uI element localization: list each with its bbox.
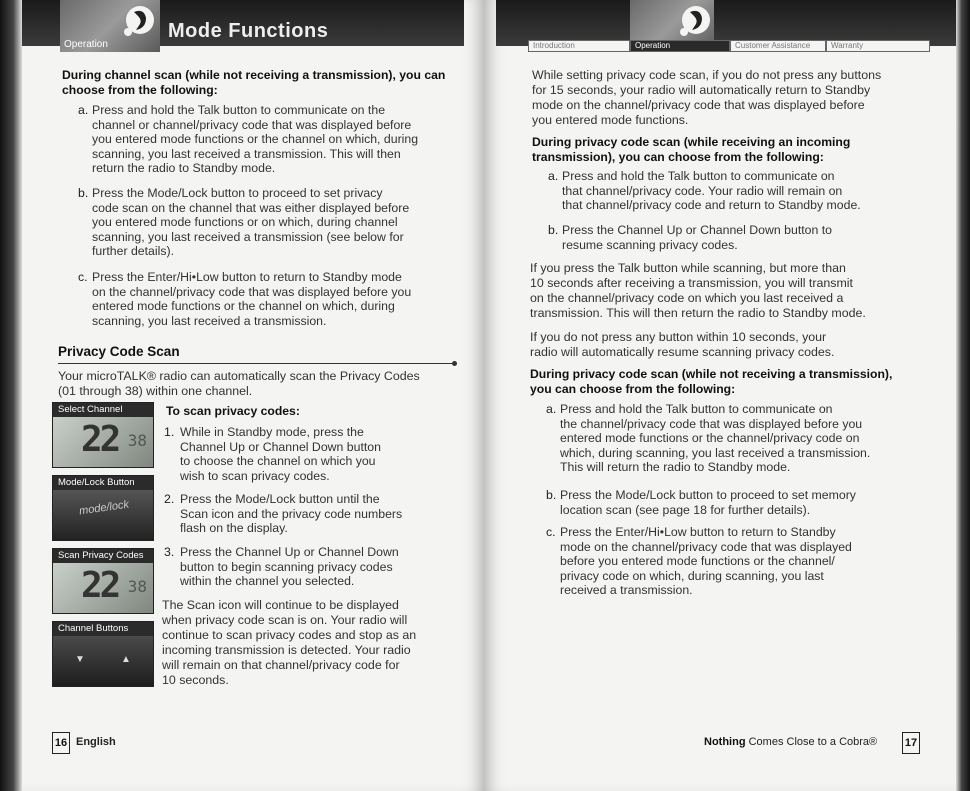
item-label: b. [546,488,557,502]
steps-heading: To scan privacy codes: [166,404,300,418]
item-line: you entered mode functions or on which, during channel [92,215,398,230]
item-label: 2. [164,492,175,506]
down-arrow-icon: ▼ [75,654,85,665]
thumb-caption: Mode/Lock Button [53,476,153,490]
operation-tab-label: Operation [64,39,108,50]
paragraph [530,330,950,360]
lcd-display-image [53,417,153,467]
button-lettering: mode/lock [78,498,130,518]
item-line: scanning, you last received a transmission. [92,313,327,328]
intro-heading: During channel scan (while not receiving a transmission), you can choose from the following: [62,68,446,97]
item-line: entered mode functions or the channel on which, during [92,299,395,314]
closing-line: when privacy code scan is on. Your radio will [162,613,408,627]
item-label: 3. [164,545,175,559]
section-intro [58,369,458,399]
list-item [548,169,952,213]
item-line: While in Standby mode, press the [180,425,364,439]
tab-operation: Operation [630,40,730,52]
left-page [0,0,484,791]
item-label: b. [78,186,89,200]
section-rule [58,363,454,364]
item-line: Press the Channel Up or Channel Down button to [562,223,833,237]
lcd-channel-digits: 22 [81,565,119,606]
paragraph-line: radio will automatically resume scanning privacy codes. [530,345,835,359]
paragraph-line: on the channel/privacy code on which you last received a [530,291,844,305]
paragraph-line: for 15 seconds, your radio will automatically return to Standby [532,83,871,97]
list-item [548,223,952,252]
paragraph-line: If you do not press any button within 10 seconds, your [530,330,827,344]
footer-language: English [76,736,116,748]
item-line: Press the Enter/Hi•Low button to return to Standby mode [92,270,402,284]
subheading-line: you can choose from the following: [530,382,736,396]
list-item [78,186,462,259]
item-line: scanning, you last received a transmission (see below for [92,229,404,244]
item-label: a. [78,103,89,117]
mode-lock-button-image [53,490,153,540]
subheading-line: During privacy code scan (while not receiving a transmission), [530,367,893,381]
paragraph-line: If you press the Talk button while scanning, but more than [530,261,846,275]
item-line: you entered mode functions or the channel on which, during [92,132,419,147]
item-line: Press the Enter/Hi•Low button to return to Standby [560,525,836,539]
step-item [164,425,450,483]
item-line: that channel/privacy code. Your radio will remain on [562,183,843,198]
list-item [546,488,960,517]
item-line: received a transmission. [560,583,693,598]
thumb-mode-lock-button [52,475,154,541]
paragraph-line: While setting privacy code scan, if you do not press any buttons [532,68,882,82]
item-line: Press the Mode/Lock button to proceed to set privacy [92,186,383,200]
paragraph-line: 10 seconds after receiving a transmission, you will transmit [530,276,853,290]
item-line: code scan on the channel that was either displayed before [92,200,410,215]
closing-paragraph [162,598,452,688]
list-item [546,402,960,475]
cobra-logo-icon [120,2,156,42]
item-line: to choose the channel on which you [180,454,376,469]
step-item [164,492,450,536]
item-line: resume scanning privacy codes. [562,237,738,252]
footer-tagline-bold: Nothing [704,736,746,748]
closing-line: incoming transmission is detected. Your radio [162,643,411,657]
closing-line: continue to scan privacy codes and stop as an [162,628,417,642]
subheading-line: During privacy code scan (while receiving an incoming [532,135,851,149]
item-line: Press the Mode/Lock button to proceed to set memory [560,488,856,502]
up-arrow-icon: ▲ [121,654,131,665]
item-line: within the channel you selected. [180,574,355,589]
item-line: wish to scan privacy codes. [180,468,330,483]
item-line: Press the Mode/Lock button until the [180,492,380,506]
thumb-select-channel [52,402,154,468]
item-line: that channel/privacy code and return to Standby mode. [562,198,861,213]
item-line: on the channel/privacy code that was displayed before you [92,284,412,299]
item-line: This will return the radio to Standby mode. [560,460,791,475]
item-line: return the radio to Standby mode. [92,161,276,176]
right-page [484,0,970,791]
paragraph [532,68,952,128]
item-line: Press and hold the Talk button to communicate on [560,402,833,416]
item-label: 1. [164,425,175,439]
item-label: a. [546,402,557,416]
section-intro-line: Your microTALK® radio can automatically scan the Privacy Codes [58,369,420,383]
item-label: c. [546,525,556,539]
item-line: flash on the display. [180,521,288,536]
tab-customer-assistance: Customer Assistance [730,40,826,52]
thumb-channel-buttons [52,621,154,687]
step-item [164,545,450,589]
thumb-caption: Scan Privacy Codes [53,549,153,563]
paragraph-line: you entered mode functions. [532,113,689,127]
page-edge-left [0,0,22,791]
lcd-display-image [53,563,153,613]
item-line: before you entered mode functions or the channel/ [560,554,835,569]
item-label: a. [548,169,559,183]
item-line: Press and hold the Talk button to communicate on [562,169,835,183]
subheading-line: transmission), you can choose from the following: [532,150,824,164]
item-line: further details). [92,244,175,259]
item-line: Scan icon and the privacy code numbers [180,506,403,521]
item-line: the channel/privacy code that was displayed before you [560,416,863,431]
lcd-code-digits: 38 [127,577,147,596]
item-line: Channel Up or Channel Down button [180,439,381,454]
paragraph-line: transmission. This will then return the radio to Standby mode. [530,306,866,320]
cobra-logo-icon [676,2,712,42]
subheading [530,367,960,397]
closing-line: will remain on that channel/privacy code for [162,658,400,672]
footer-tagline [704,736,877,748]
item-line: scanning, you last received a transmission. This will then [92,146,401,161]
lcd-code-digits: 38 [127,431,147,450]
item-line: which, during scanning, you last received a transmission. [560,445,871,460]
page-number: 16 [52,732,70,754]
item-label: b. [548,223,559,237]
list-item [78,103,462,176]
page-title: Mode Functions [168,20,329,42]
page-number: 17 [902,732,920,754]
thumb-scan-privacy-codes [52,548,154,614]
list-item [78,270,462,328]
section-title: Privacy Code Scan [58,344,180,359]
item-label: c. [78,270,88,284]
item-line: mode on the channel/privacy code that was displayed [560,539,852,554]
lcd-channel-digits: 22 [81,419,119,460]
item-line: Press and hold the Talk button to communicate on the [92,103,386,117]
footer-tagline-rest: Comes Close to a Cobra® [748,736,878,748]
closing-line: 10 seconds. [162,673,229,687]
closing-line: The Scan icon will continue to be displayed [162,598,399,612]
tab-warranty: Warranty [826,40,930,52]
item-line: Press the Channel Up or Channel Down [180,545,399,559]
thumb-caption: Select Channel [53,403,153,417]
subheading [532,135,952,165]
list-item [546,525,960,598]
item-line: entered mode functions or the channel/privacy code on [560,431,860,446]
section-intro-line: (01 through 38) within one channel. [58,384,253,398]
item-line: channel or channel/privacy code that was displayed before [92,117,412,132]
paragraph-line: mode on the channel/privacy code that was displayed before [532,98,865,112]
item-line: button to begin scanning privacy codes [180,559,393,574]
section-rule-dot [452,361,457,366]
paragraph [530,261,950,321]
tab-introduction: Introduction [528,40,630,52]
item-line: location scan (see page 18 for further details). [560,502,811,517]
nav-tabs [528,40,930,52]
thumb-caption: Channel Buttons [53,622,153,636]
item-line: privacy code on which, during scanning, you last [560,568,824,583]
channel-buttons-image [53,636,153,686]
